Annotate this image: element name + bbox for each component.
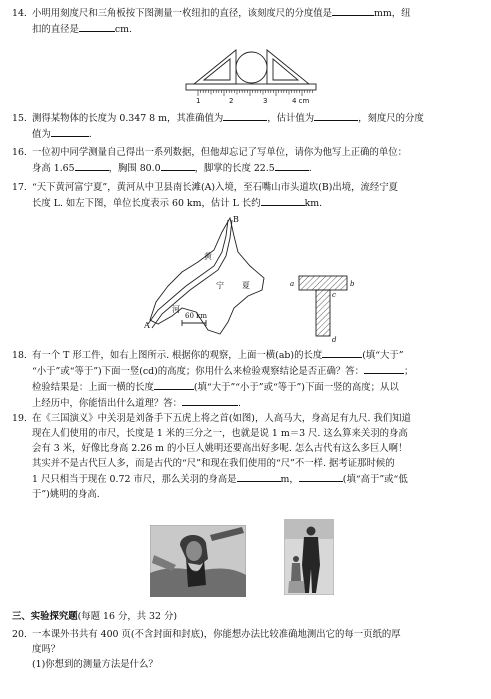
answer-blank[interactable] [75, 160, 109, 171]
answer-blank[interactable] [51, 126, 89, 137]
map-label: 黄 [204, 252, 212, 261]
answer-blank[interactable] [322, 347, 362, 358]
map-label: 河 [172, 305, 180, 314]
t-shape-figure [290, 272, 362, 348]
ningxia-map [138, 212, 278, 342]
t-label: d [332, 336, 337, 344]
t-top-bar [299, 276, 347, 290]
answer-blank[interactable] [314, 110, 358, 121]
map-label-b: B [233, 215, 239, 224]
guan-yu-photo [150, 525, 246, 597]
question-14: 14. 小明用刻度尺和三角板按下图测量一枚纽扣的直径，该刻度尺的分度值是 mm，纽 扣的直径是 cm. [12, 5, 482, 37]
answer-blank[interactable] [364, 363, 404, 374]
answer-blank[interactable] [79, 21, 115, 32]
question-17: 17. “天下黄河富宁夏”，黄河从中卫县南长滩(A)入境，至石嘴山市头道坎(B)出境，流经宁夏 长度 L. 如左下图，单位长度表示 60 km，估计 L 长约 km. [12, 182, 399, 209]
yellow-river-line [148, 220, 228, 324]
question-20: 20. 一本课外书共有 400 页(不含封面和封底)，你能想办法比较准确地测出它的每一页纸的厚 度吗？ (1)你想到的测量方法是什么？ [12, 629, 401, 670]
button-circle [236, 52, 267, 83]
question-16: 16. 一位初中同学测量自己得出一系列数据，但他却忘记了写单位，请你为他写上正确的单位： 身高 1.65 ，胸围 80.0 ，脚掌的长度 22.5 . [12, 147, 408, 174]
ruler-tick-label: 1 [196, 97, 201, 105]
t-label: b [350, 280, 355, 288]
yao-ming-photo [284, 519, 334, 595]
ruler [186, 84, 316, 90]
answer-blank[interactable] [223, 110, 267, 121]
question-19: 19. 在《三国演义》中关羽是刘备手下五虎上将之首(如图)，人高马大，身高足有九尺. 我们知道 现在人们使用的市尺，长度是 1 米的三分之一，也就是说 1 m＝3 尺. 这么算来关羽的身高 会有 3 米，好像比身高 2.26 m 的小巨人姚明还要高出好多呢. 怎么古代有这么多巨人啊！ 其实并不是古代巨人多，而是古代的“尺”和现在我们使用的“尺”不一样. 据考证那时候的 1 尺只相当于现在 0.72 市尺，那么关羽的身高是 m， (填“高于”或“低 于”)姚明的身高. [12, 413, 411, 500]
t-label: a [290, 280, 295, 288]
section-3-header: 三、实验探究题(每题 16 分，共 32 分) [12, 611, 177, 622]
ruler-triangle-figure [178, 42, 323, 110]
answer-blank[interactable] [237, 471, 281, 482]
answer-blank[interactable] [299, 471, 343, 482]
answer-blank[interactable] [161, 160, 195, 171]
ruler-tick-label: 4 cm [292, 97, 310, 105]
answer-blank[interactable] [332, 5, 374, 16]
map-label: 宁 [216, 281, 224, 290]
question-number: 14. [12, 8, 27, 19]
answer-blank[interactable] [154, 379, 194, 390]
question-15: 15. 测得某物体的长度为 0.347 8 m，其准确值为 ，估计值为 ，刻度尺的分度 值为 . [12, 110, 482, 142]
map-label-a: A [144, 321, 150, 330]
ruler-tick-label: 2 [229, 97, 234, 105]
t-label: c [332, 291, 336, 299]
question-18: 18. 有一个 T 形工件，如右上图所示. 根据你的观察，上面一横(ab)的长度 (填“大于” “小于”或“等于”)下面一竖(cd)的高度；你用什么来检验观察结论是否正确？答： ； 检验结果是：上面一横的长度 (填“大于”“小于”或“等于”)下面一竖的高度；从以 上经历中，你能悟出什么道理？答： . [12, 347, 482, 411]
map-label: 夏 [242, 281, 250, 290]
scale-label: 60 km [185, 312, 208, 320]
answer-blank[interactable] [261, 195, 305, 206]
ruler-tick-label: 3 [263, 97, 268, 105]
answer-blank[interactable] [275, 160, 309, 171]
t-vertical-bar [316, 290, 330, 336]
answer-blank[interactable] [182, 395, 238, 406]
